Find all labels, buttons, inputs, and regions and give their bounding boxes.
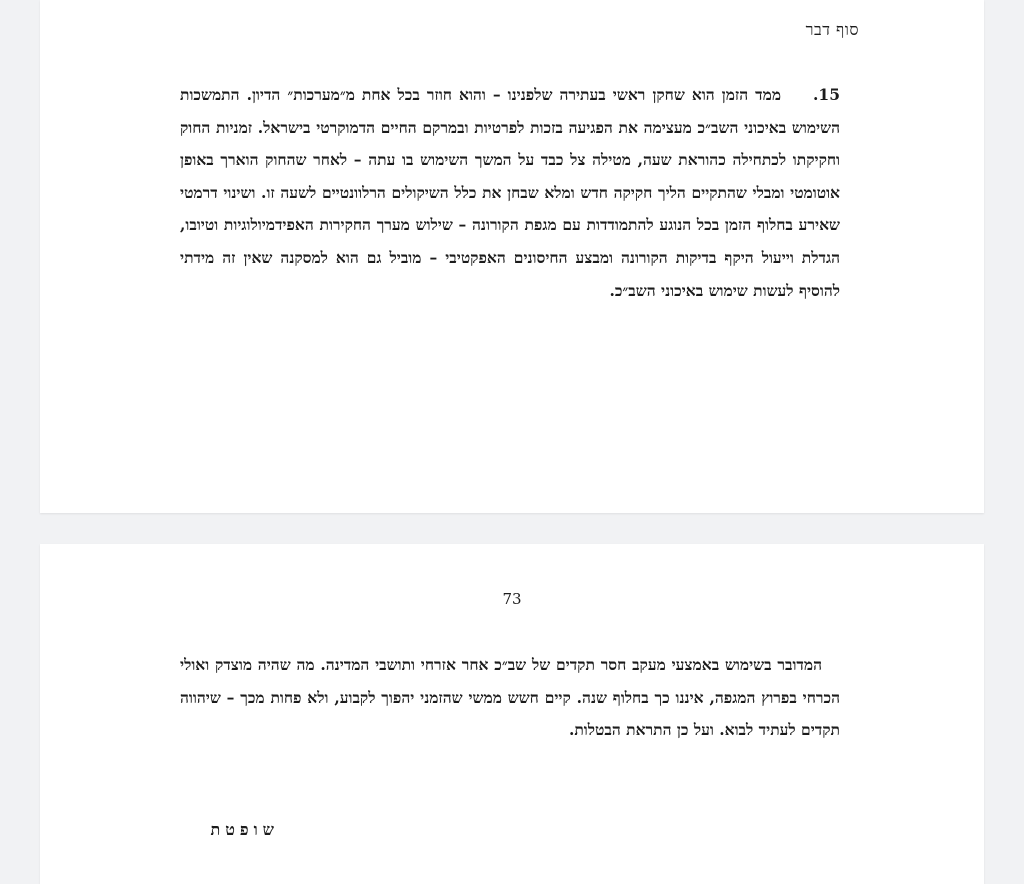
paragraph-continuation: המדובר בשימוש באמצעי מעקב חסר תקדים של שב״כ אחר אזרחי ותושבי המדינה. מה שהיה מוצדק ואולי הכרחי בפרוץ המגפה, איננו כך בחלוף שנה. קיים חשש ממשי שהזמני יהפוך לקבוע, ולא פחות מכך – שיהווה תקדים לעתיד לבוא. ועל כן התראת הבטלות. bbox=[180, 655, 840, 740]
signature-title: שופטת bbox=[210, 820, 279, 839]
page-number: 73 bbox=[502, 590, 522, 608]
document-page-1 bbox=[40, 0, 984, 513]
document-page-2 bbox=[40, 544, 984, 884]
paragraph-number: 15. bbox=[813, 85, 840, 104]
paragraph-15 bbox=[180, 79, 840, 307]
paragraph-15-text: ממד הזמן הוא שחקן ראשי בעתירה שלפנינו – והוא חוזר בכל אחת מ״מערכות״ הדיון. התמשכות השימוש באיכוני השב״כ מעצימה את הפגיעה בזכות לפרטיות ובמרקם החיים הדמוקרטי בישראל. זמניות החוק וחקיקתו לכתחילה כהוראת שעה, מטילה צל כבד על המשך השימוש בו עתה – לאחר שהחוק הוארך באופן אוטומטי ומבלי שהתקיים הליך חקיקה חדש ומלא שבחן את כלל השיקולים הרלוונטיים לשעה זו. ושינוי דרמטי שאירע בחלוף הזמן בכל הנוגע להתמודדות עם מגפת הקורונה – שילוש מערך החקירות האפידמיולוגיות וטיובו, הגדלת וייעול היקף בדיקות הקורונה ומבצע החיסונים האפקטיבי – מוביל גם הוא למסקנה שאין זה מידתי להוסיף לעשות שימוש באיכוני השב״כ. bbox=[180, 85, 840, 300]
running-header: סוף דבר bbox=[805, 20, 859, 39]
